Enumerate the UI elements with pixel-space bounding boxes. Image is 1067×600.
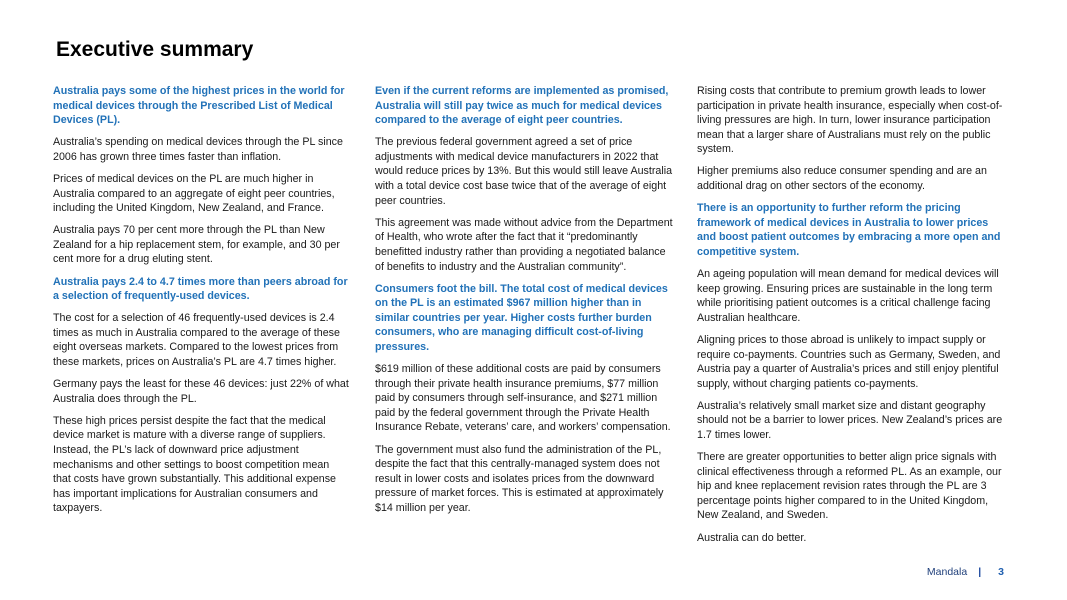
body-paragraph: Germany pays the least for these 46 devices: just 22% of what Australia does through the PL.	[53, 378, 349, 405]
highlight-paragraph: Australia pays 2.4 to 4.7 times more than peers abroad for a selection of frequently-used devices.	[53, 275, 348, 303]
footer-brand: Mandala	[926, 566, 968, 578]
body-paragraph: Australia can do better.	[697, 531, 807, 544]
page-title: Executive summary	[56, 38, 254, 61]
highlight-paragraph: There is an opportunity to further reform the pricing framework of medical devices in Australia to lower prices and boost patient outcomes by embracing a more open and competitive system.	[697, 202, 1001, 258]
body-paragraph: The cost for a selection of 46 frequently-used devices is 2.4 times as much in Australia compared to the average of these eight overseas markets. Compared to the lowest prices from these markets, prices on Australia’s PL are 4.7 times higher.	[53, 312, 340, 368]
body-paragraph: This agreement was made without advice from the Department of Health, who wrote after the fact that it “predominantly benefitted industry rather than providing a negotiated balance of benefits to industry and the Australian community”.	[375, 216, 673, 273]
body-paragraph: Prices of medical devices on the PL are much higher in Australia compared to an aggregate of eight peer countries, including the United Kingdom, New Zealand, and France.	[53, 172, 335, 215]
body-paragraph: Australia pays 70 per cent more through the PL than New Zealand for a hip replacement stem, for example, and 30 per cent more for a drug eluting stent.	[53, 224, 340, 266]
body-paragraph: There are greater opportunities to better align price signals with clinical effectiveness through a reformed PL. As an example, our hip and knee replacement revision rates through the PL are 3 percentage points higher compared to in the United Kingdom, New Zealand, and Sweden.	[697, 451, 1002, 522]
body-paragraph: The previous federal government agreed a set of price adjustments with medical device manufacturers in 2022 that would reduce prices by 13%. But this would still leave Australia with a total device cost base twice that of the average of eight peer countries.	[375, 136, 673, 207]
column-3	[697, 84, 1007, 553]
body-paragraph: Higher premiums also reduce consumer spending and are an additional drag on other sectors of the economy.	[697, 165, 987, 193]
body-paragraph: The government must also fund the administration of the PL, despite the fact that this centrally-managed system does not result in lower costs and isolates prices from the downward pressure of market forces. This is estimated at approximately $14 million per year.	[375, 443, 664, 514]
body-paragraph: Aligning prices to those abroad is unlikely to impact supply or require co-payments. Countries such as Germany, Sweden, and Austria pay a quarter of Australia’s prices and still enjoy plentiful supply, without charging patients co-payments.	[697, 333, 1001, 390]
body-paragraph: An ageing population will mean demand for medical devices will keep growing. Ensuring prices are sustainable in the long term while prioritising patient outcomes is a critical challenge facing Australian healthcare.	[697, 268, 999, 324]
highlight-paragraph: Australia pays some of the highest prices in the world for medical devices through the Prescribed List of Medical Devices (PL).	[53, 85, 345, 127]
highlight-paragraph: Even if the current reforms are implemented as promised, Australia will still pay twice as much for medical devices compared to the average of eight peer countries.	[375, 85, 669, 127]
body-paragraph: Australia’s relatively small market size and distant geography should not be a barrier to lower prices. New Zealand’s prices are 1.7 times lower.	[697, 399, 1003, 441]
body-paragraph: Rising costs that contribute to premium growth leads to lower participation in private health insurance, especially when cost-of-living pressures are high. In turn, lower insurance participation mean that a larger share of Australians must rely on the public system.	[697, 85, 1003, 156]
column-1	[53, 84, 349, 523]
footer	[927, 566, 1004, 578]
footer-separator: |	[978, 566, 982, 578]
highlight-paragraph: Consumers foot the bill. The total cost of medical devices on the PL is an estimated $967 million higher than in similar countries per year. Higher costs further burden consumers, who are managing difficult cost-of-living pressures.	[375, 282, 668, 353]
column-2	[375, 84, 677, 523]
page-number: 3	[998, 566, 1004, 578]
body-paragraph: $619 million of these additional costs are paid by consumers through their private health insurance premiums, $77 million paid by consumers through self-insurance, and $271 million paid by the federal government through the Private Health Insurance Rebate, veterans’ care, and workers’ compensation.	[375, 363, 671, 434]
body-paragraph: Australia’s spending on medical devices through the PL since 2006 has grown three times faster than inflation.	[53, 136, 343, 163]
body-paragraph: These high prices persist despite the fact that the medical device market is mature with a diverse range of suppliers. Instead, the PL’s lack of downward price adjustment mechanisms and other settings to boost competition mean that costs have grown substantially. This additional expense has important implications for Australian consumers and taxpayers.	[53, 414, 336, 515]
